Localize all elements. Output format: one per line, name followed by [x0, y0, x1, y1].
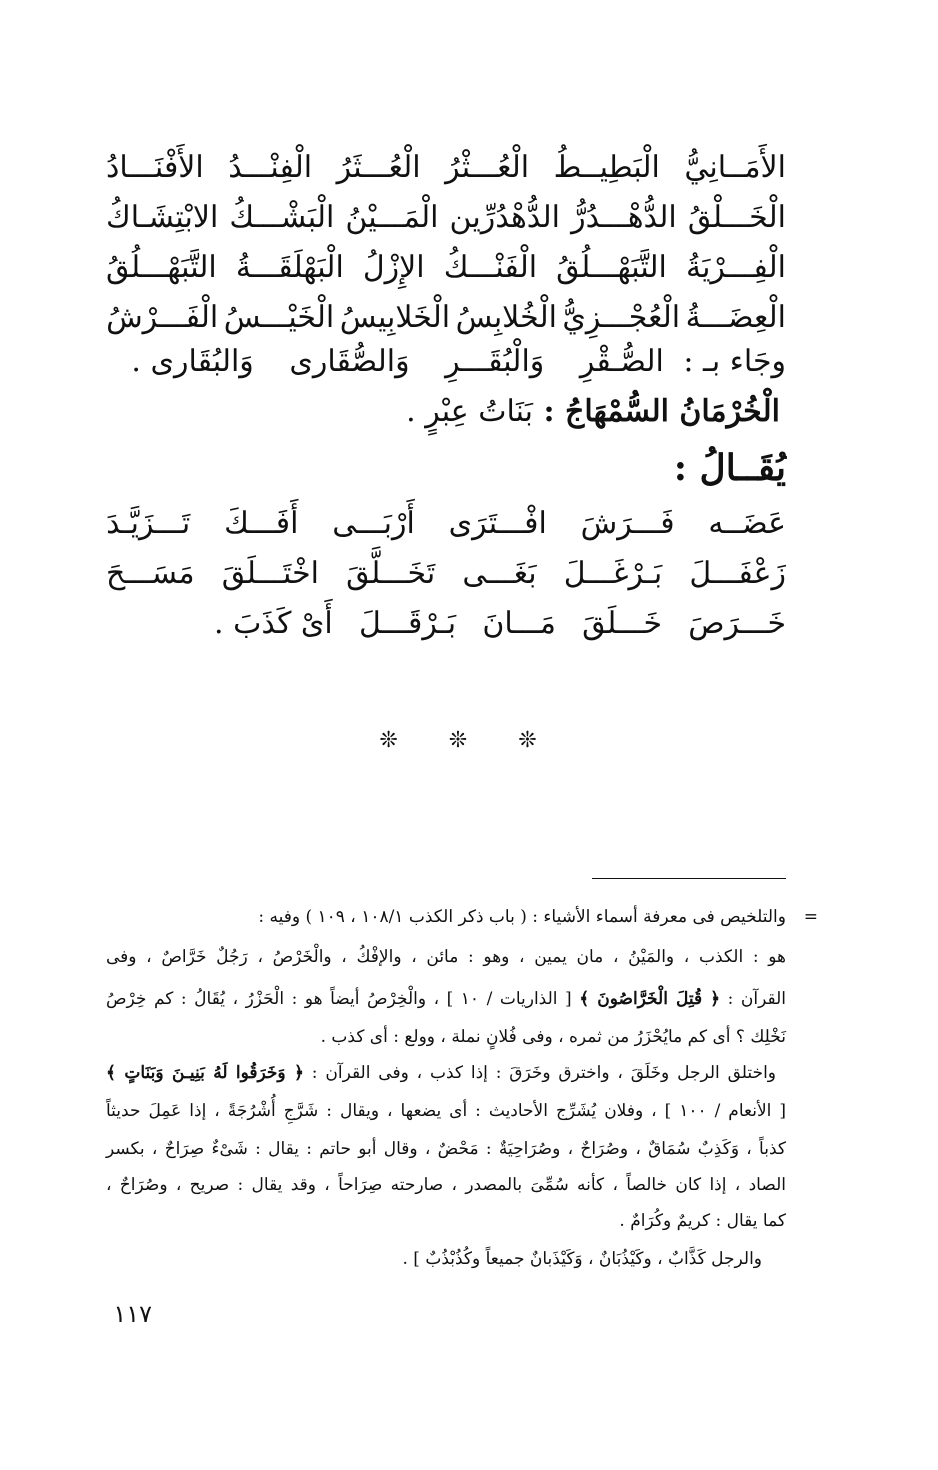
- footnote-text: [ الذاريات / ١٠ ] ، والْخِرْصُ أيضاً هو : الْحَزْرُ ، يُقَالُ : كم خِرْصُ: [106, 989, 572, 1009]
- synonym-word: الْمَـــيْنُ: [345, 200, 439, 235]
- verb-row-2: [106, 552, 786, 596]
- footnote-line: الصاد ، إذا كان خالصاً ، كأنه سُمِّىَ بالمصدر ، صارحته صِرَاحاً ، وقد يقال : صريح ، وصُرَاحٌ ،: [106, 1175, 786, 1195]
- footnote-line: كذباً ، وَكَذِبٌ سُمَاقٌ ، وصُرَاحٌ ، وصُرَاحِيَةٌ : مَحْضٌ ، وقال أبو حاتم : يقال : شَىْءٌ صِرَاحٌ ، بكسر: [106, 1139, 786, 1159]
- synonym-word: الْفِنْـــدُ: [228, 150, 313, 185]
- verb-word: افْـــتَرَى: [448, 506, 547, 541]
- footnote-line: [106, 902, 818, 932]
- verb-word: بَـرْقَـــلَ: [358, 606, 457, 641]
- synonym-word: الإِزْلُ: [362, 250, 425, 285]
- synonym-word: الأَمَــانِيُّ: [684, 150, 786, 185]
- came-with-line: [131, 340, 786, 384]
- verb-word: تَـــزَيَّـدَ: [106, 506, 191, 541]
- came-with-label: وجَاء بـ :: [683, 344, 786, 379]
- came-with-word: وَالبُقَارى .: [131, 344, 254, 379]
- synonym-row-3: [106, 246, 786, 290]
- synonym-word: الْفِـــرْيَةُ: [685, 250, 786, 285]
- footnote-rule: [592, 878, 786, 879]
- verb-word: زَعْفَـــلَ: [689, 556, 786, 591]
- synonym-word: الْفَـــرْشُ: [106, 300, 219, 335]
- verb-word: فَـــرَشَ: [580, 506, 675, 541]
- synonym-word: الابْتِشَـاكُ: [106, 200, 219, 235]
- verb-word: أَىْ كَذَبَ .: [214, 606, 333, 641]
- footnote-line: كما يقال : كريمٌ وكُرَامٌ .: [619, 1211, 786, 1231]
- footnote-line: هو : الكذب ، والمَيْنُ ، مان يمين ، وهو : مائن ، والإفْكُ ، والْخَرْصُ ، رَجُلٌ خَرَّاصٌ ، وفى: [106, 947, 786, 967]
- synonym-word: التَّبَهْـــلُقُ: [556, 250, 667, 285]
- synonym-word: الْعُجْـــزِيُّ: [562, 300, 681, 335]
- verb-word: مَسَـــحَ: [106, 556, 195, 591]
- came-with-word: وَالصُّقَارى: [289, 344, 410, 379]
- footnote-line: [ الأنعام / ١٠٠ ] ، وفلان يُشَرِّج الأحاديث : أى يضعها ، ويقال : شَرَّجِ أُشْرُجَةً ، إذا عَمِلَ حديثاً: [106, 1101, 786, 1121]
- synonym-word: الْخَـــلْقُ: [687, 200, 786, 235]
- verb-word: اخْتَـــلَقَ: [221, 556, 319, 591]
- verb-word: تَخَـــلَّقَ: [346, 556, 436, 591]
- footnote-line: نَخْلِك ؟ أى كم مايُحْزَرُ من ثمره ، وفى فُلانٍ نملة ، وولع : أى كذب .: [320, 1027, 786, 1047]
- quran-quote: ﴿ قُتِلَ الْخَرَّاصُونَ ﴾: [579, 989, 721, 1009]
- synonym-word: الْبَشْـــكُ: [229, 200, 335, 235]
- continuation-marker: =: [803, 907, 818, 927]
- synonym-word: الْفَنْـــكُ: [443, 250, 538, 285]
- synonym-word: الْخُلابِسُ: [455, 300, 557, 335]
- synonym-word: التَّبَهْـــلُقُ: [106, 250, 217, 285]
- footnote-line: [106, 984, 786, 1014]
- footnote-line: [106, 1058, 776, 1088]
- section-separator: ❊ ❊ ❊: [379, 728, 559, 753]
- verb-word: مَـــانَ: [482, 606, 556, 641]
- synonym-word: الْعُـــثَرُ: [336, 150, 421, 185]
- synonym-row-1: [106, 146, 786, 190]
- synonym-row-4: [106, 296, 786, 340]
- footnote-text: القرآن :: [727, 989, 787, 1009]
- verb-word: بَـرْغَـــلَ: [563, 556, 663, 591]
- verb-word: أَفَـــكَ: [224, 506, 299, 541]
- verb-row-3: [214, 602, 786, 646]
- synonym-word: الأَفْنَـــادُ: [106, 150, 204, 185]
- synonym-word: الْبَهْلَقَـــةُ: [235, 250, 344, 285]
- came-with-word: وَالْبُقَـــرِ: [445, 344, 545, 379]
- synonym-word: الدُّهْـــدُرُّ: [571, 200, 677, 235]
- khurman-line: [406, 390, 780, 434]
- verb-word: بَغَـــى: [462, 556, 537, 591]
- khurman-term: الْخُرْمَانُ السُّمْهَاجُ :: [543, 394, 780, 429]
- synonym-word: الْخَلابِيسُ: [339, 300, 451, 335]
- synonym-word: الْخَيْـــسُ: [223, 300, 335, 335]
- came-with-word: الصُّـقْرِ: [579, 344, 664, 379]
- synonym-word: الْعُـــثْرُ: [445, 150, 530, 185]
- verb-word: خَـــرَصَ: [688, 606, 786, 641]
- quran-quote: ﴿ وَخَرَقُوا لَهُ بَنِيـنَ وَبَنَاتٍ ﴾: [106, 1063, 304, 1083]
- verb-word: أَرْبَـــى: [332, 506, 415, 541]
- verb-row-1: [106, 502, 786, 546]
- verb-word: خَـــلَقَ: [582, 606, 663, 641]
- page-number: ١١٧: [113, 1300, 152, 1328]
- footnote-text: والتلخيص فى معرفة أسماء الأشياء : ( باب ذكر الكذب ١٠٨/١ ، ١٠٩ ) وفيه :: [258, 907, 786, 927]
- synonym-word: الدُّهْدُرِّين: [449, 200, 561, 235]
- verb-word: عَضَــه: [708, 506, 786, 541]
- footnote-text: واختلق الرجل وخَلَقَ ، واخترق وخَرَقَ : إذا كذب ، وفى القرآن :: [311, 1063, 776, 1083]
- synonym-row-2: [106, 196, 786, 240]
- footnote-line: والرجل كَذَّابٌ ، وكَيْذُبَانٌ ، وَكَيْذَبانٌ جميعاً وكُذُبْذُبٌ ] .: [402, 1249, 762, 1269]
- synonym-word: الْعِضَـــةُ: [685, 300, 786, 335]
- khurman-meaning: بَنَاتُ عِبْرٍ .: [406, 394, 534, 429]
- synonym-word: الْبَطِيــطُ: [553, 150, 660, 185]
- yuqal-heading: يُقَــالُ :: [673, 447, 786, 489]
